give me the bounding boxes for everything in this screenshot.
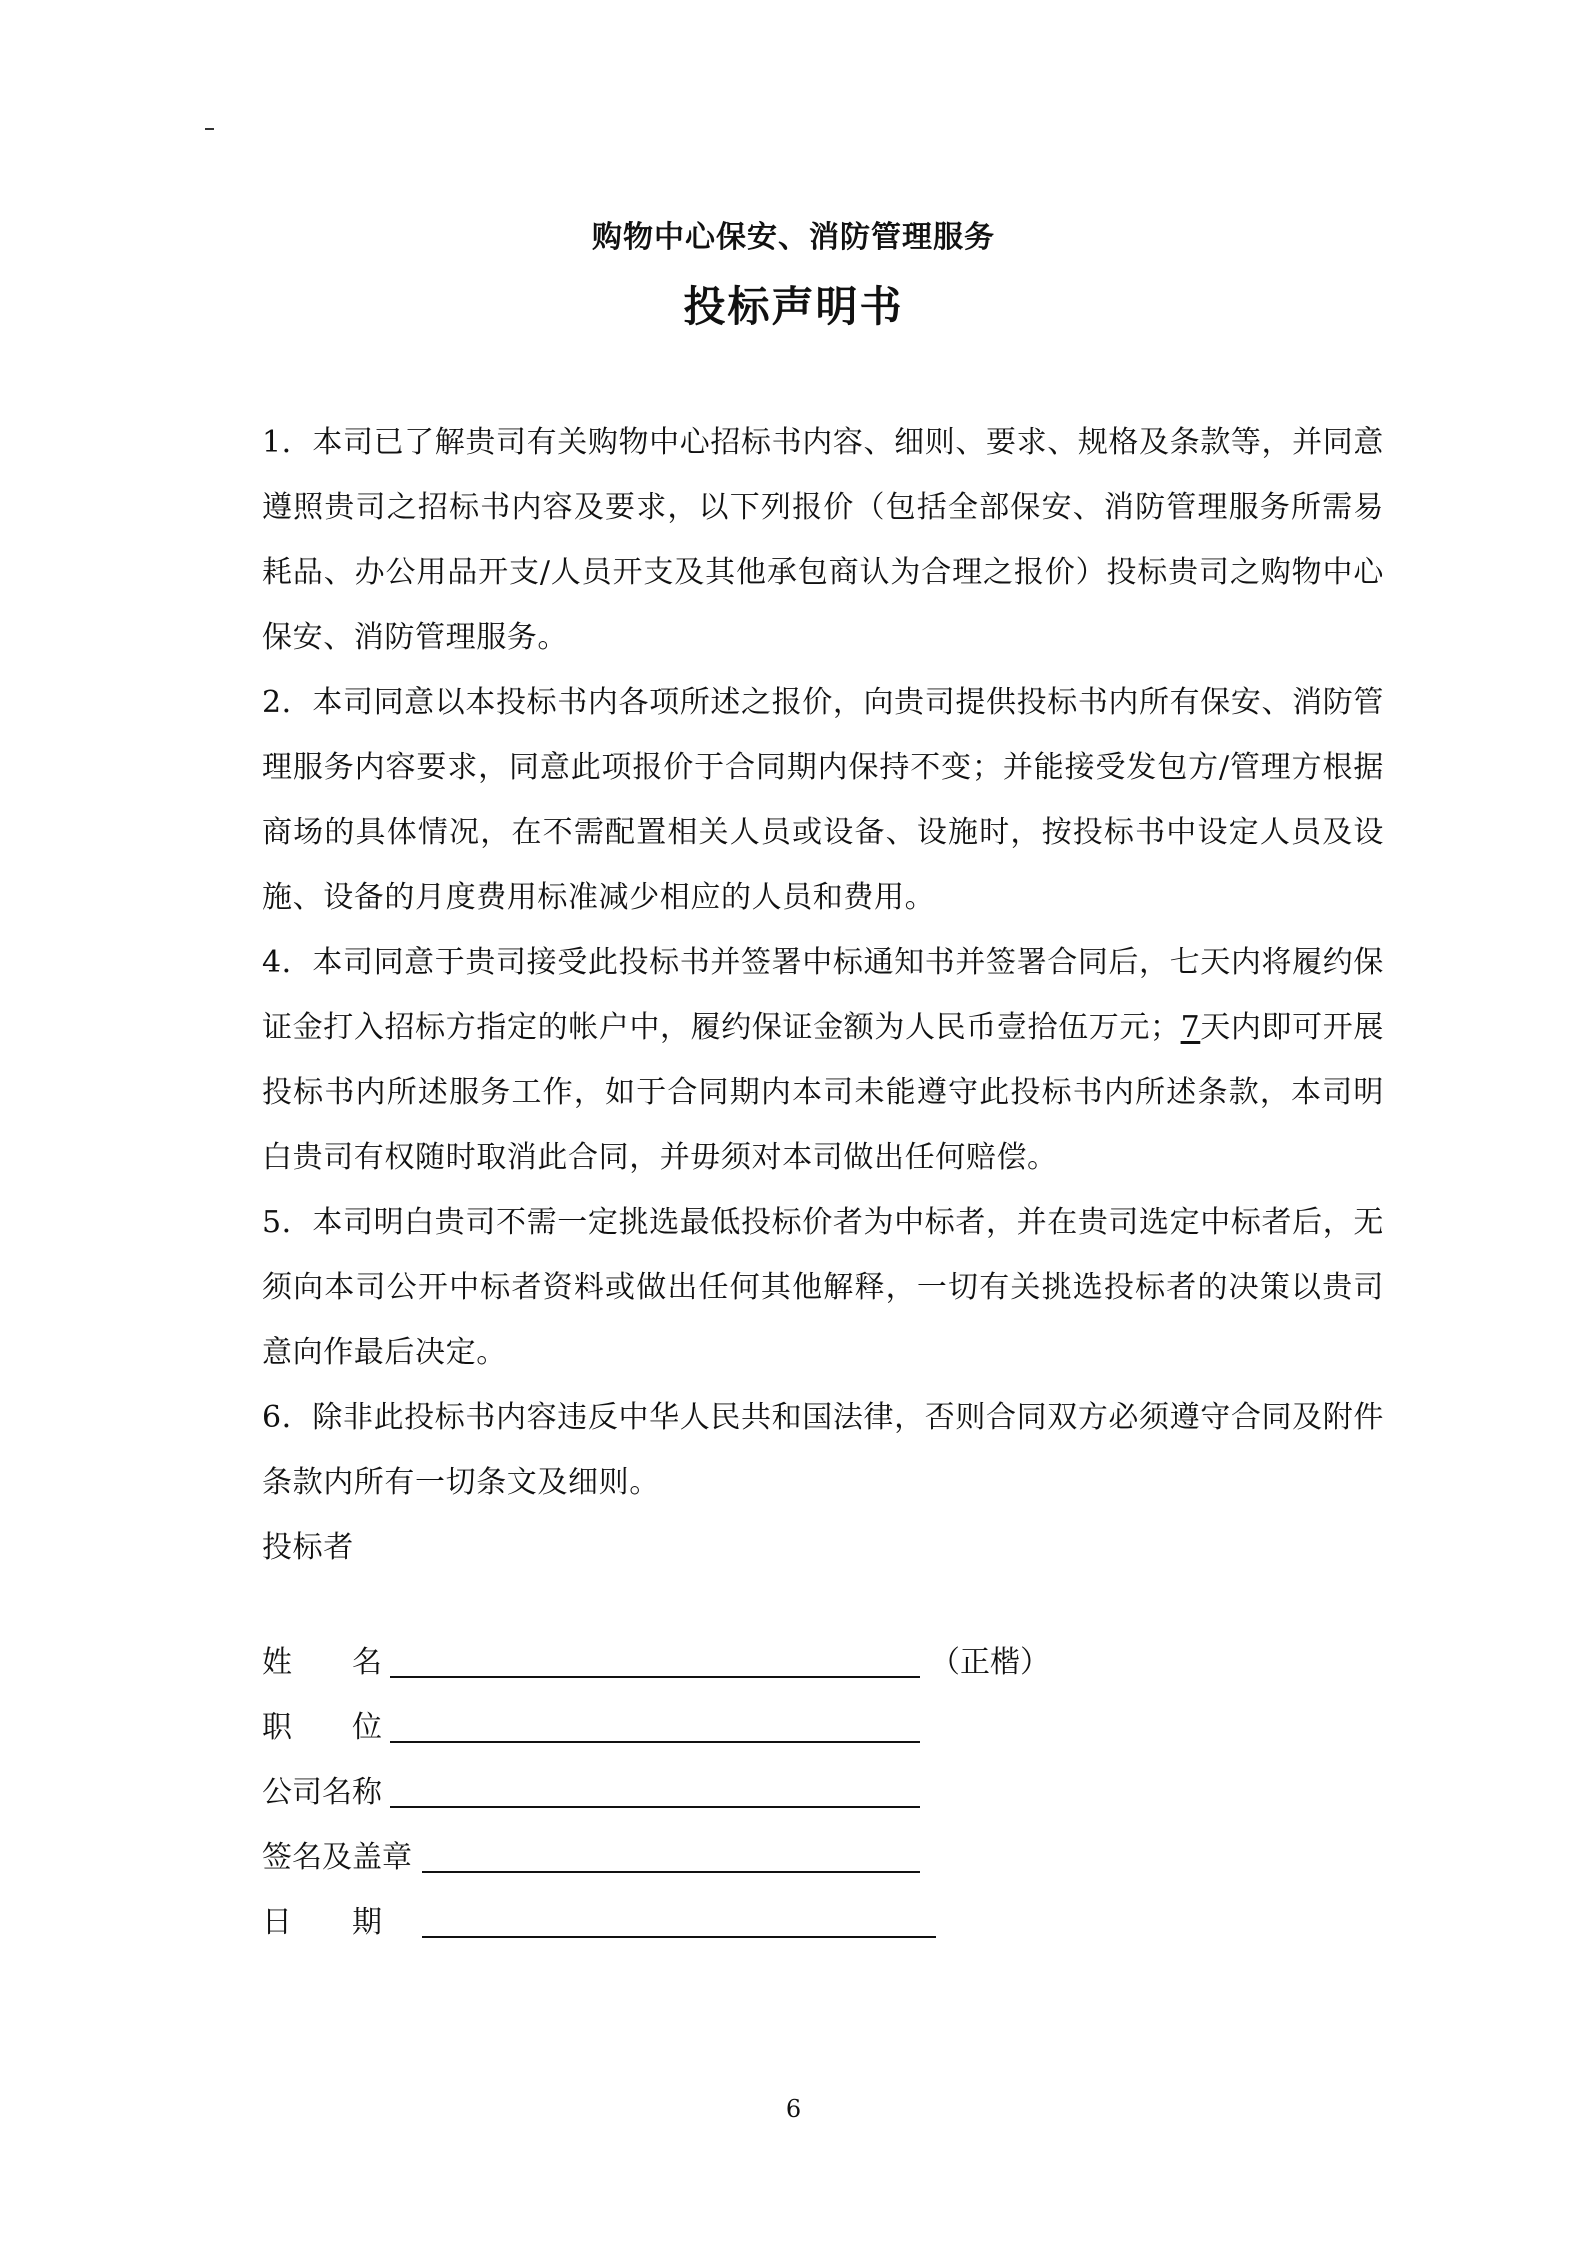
corner-mark bbox=[205, 128, 214, 130]
document-subtitle: 购物中心保安、消防管理服务 bbox=[592, 220, 995, 255]
paragraph-4-text-after: 天内即可开展投标书内所述服务工作，如于合同期内本司未能遵守此投标书内所述条款，本司明白贵司有权随时取消此合同，并毋须对本司做出任何赔偿。 bbox=[262, 1010, 1385, 1175]
signature-row-position bbox=[262, 1695, 1362, 1760]
paragraph-5: 5．本司明白贵司不需一定挑选最低投标价者为中标者，并在贵司选定中标者后，无须向本司公开中标者资料或做出任何其他解释，一切有关挑选投标者的决策以贵司意向作最后决定。 bbox=[262, 1205, 1384, 1370]
name-line[interactable] bbox=[390, 1676, 920, 1678]
bidder-label: 投标者 bbox=[262, 1530, 354, 1565]
company-name-label: 公司名称 bbox=[262, 1775, 382, 1810]
position-label: 职 位 bbox=[262, 1710, 382, 1745]
signature-block bbox=[262, 1630, 1362, 1955]
paragraph-6: 6．除非此投标书内容违反中华人民共和国法律，否则合同双方必须遵守合同及附件条款内所有一切条文及细则。 bbox=[262, 1400, 1384, 1500]
signature-row-company bbox=[262, 1760, 1362, 1825]
paragraph-2: 2．本司同意以本投标书内各项所述之报价，向贵司提供投标书内所有保安、消防管理服务内容要求，同意此项报价于合同期内保持不变；并能接受发包方/管理方根据商场的具体情况，在不需配置相关人员或设备、设施时，按投标书中设定人员及设施、设备的月度费用标准减少相应的人员和费用。 bbox=[262, 685, 1384, 915]
position-line[interactable] bbox=[390, 1741, 920, 1743]
document-title: 投标声明书 bbox=[683, 282, 904, 331]
signature-row-name bbox=[262, 1630, 1362, 1695]
company-name-line[interactable] bbox=[390, 1806, 920, 1808]
paragraph-4-text-before: 4．本司同意于贵司接受此投标书并签署中标通知书并签署合同后，七天内将履约保证金打入招标方指定的帐户中，履约保证金额为人民币壹拾伍万元； bbox=[262, 945, 1384, 1045]
declaration-body bbox=[262, 410, 1384, 1580]
paragraph-1: 1．本司已了解贵司有关购物中心招标书内容、细则、要求、规格及条款等，并同意遵照贵司之招标书内容及要求，以下列报价（包括全部保安、消防管理服务所需易耗品、办公用品开支/人员开支及其他承包商认为合理之报价）投标贵司之购物中心保安、消防管理服务。 bbox=[262, 425, 1384, 655]
signature-seal-line[interactable] bbox=[422, 1871, 920, 1873]
date-line[interactable] bbox=[422, 1936, 936, 1938]
name-label: 姓 名 bbox=[262, 1645, 382, 1680]
signature-row-signature bbox=[262, 1825, 1362, 1890]
date-label: 日 期 bbox=[262, 1905, 382, 1940]
signature-row-date bbox=[262, 1890, 1362, 1955]
page-number: 6 bbox=[785, 2095, 802, 2123]
paragraph-4 bbox=[262, 930, 1384, 1190]
days-underlined-value: 7 bbox=[1180, 1010, 1201, 1045]
signature-seal-label: 签名及盖章 bbox=[262, 1840, 412, 1875]
name-note: （正楷） bbox=[930, 1645, 1050, 1680]
